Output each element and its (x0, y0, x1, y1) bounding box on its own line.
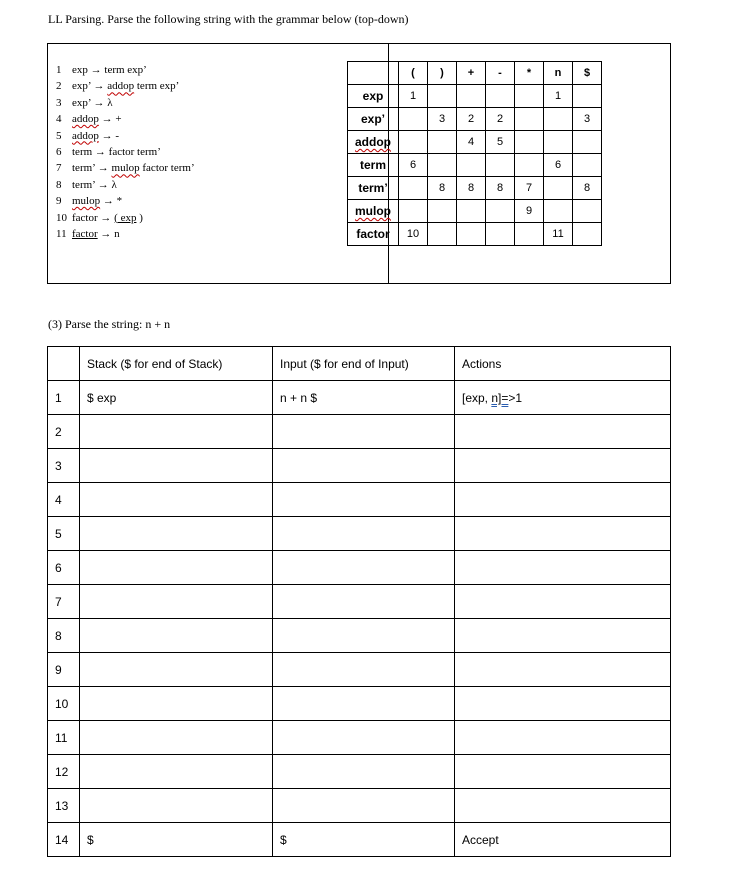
action-text-marked: n]= (491, 390, 509, 405)
ll-cell (573, 154, 602, 177)
ll-nonterminal (348, 85, 399, 108)
ll-cell (573, 223, 602, 246)
rule-number: 1 (56, 64, 62, 76)
parse-row (48, 687, 671, 721)
ll-cell (515, 85, 544, 108)
ll-row (348, 131, 602, 154)
ll-cell: 6 (399, 154, 428, 177)
ll-cell: 5 (486, 131, 515, 154)
rule-text: → n (97, 227, 120, 240)
ll-nonterminal-label: mulop (355, 204, 391, 218)
parse-row (48, 721, 671, 755)
rule-number: 5 (56, 129, 62, 142)
parse-row (48, 449, 671, 483)
stack-cell[interactable] (80, 415, 273, 449)
input-cell[interactable] (273, 483, 455, 517)
ll-terminal-header: ) (428, 62, 457, 85)
ll-cell (515, 131, 544, 154)
grammar-rule (56, 128, 195, 144)
step-number: 6 (48, 551, 80, 585)
parse-row (48, 755, 671, 789)
step-number: 1 (48, 381, 80, 415)
grammar-rule (56, 177, 195, 193)
stack-cell[interactable] (80, 585, 273, 619)
parse-row (48, 653, 671, 687)
page-title: LL Parsing. Parse the following string with the grammar below (top-down) (48, 12, 409, 26)
parse-header-row (48, 347, 671, 381)
parse-row (48, 483, 671, 517)
ll-corner-cell (348, 62, 399, 85)
ll-nonterminal-label: term (359, 158, 386, 172)
rule-text: factor (72, 227, 98, 240)
ll-cell: 8 (573, 177, 602, 200)
stack-cell[interactable]: $ (80, 823, 273, 857)
step-number: 2 (48, 415, 80, 449)
step-number: 5 (48, 517, 80, 551)
ll-cell: 1 (399, 85, 428, 108)
action-cell[interactable] (455, 721, 671, 755)
rule-number: 10 (56, 211, 67, 224)
stack-cell[interactable] (80, 551, 273, 585)
parse-table (47, 346, 671, 857)
ll-nonterminal (348, 223, 399, 246)
rule-text: factor → (72, 211, 115, 224)
ll-cell (486, 154, 515, 177)
rule-text: ( exp (114, 211, 137, 224)
ll-terminal-header: n (544, 62, 573, 85)
ll-cell (399, 177, 428, 200)
ll-nonterminal-label: exp (362, 89, 384, 103)
rule-number: 7 (56, 162, 62, 175)
input-cell[interactable] (273, 449, 455, 483)
ll-cell (515, 223, 544, 246)
stack-cell[interactable] (80, 789, 273, 823)
step-number: 3 (48, 449, 80, 483)
input-cell[interactable] (273, 687, 455, 721)
step-number: 7 (48, 585, 80, 619)
ll-cell (573, 131, 602, 154)
parse-row (48, 823, 671, 857)
grammar-rule (56, 111, 195, 127)
ll-nonterminal-label: addop (355, 135, 391, 149)
ll-row (348, 108, 602, 131)
ll-cell (544, 131, 573, 154)
ll-cell: 8 (428, 177, 457, 200)
ll-cell (428, 154, 457, 177)
step-number: 14 (48, 823, 80, 857)
rule-text: addop (107, 80, 135, 93)
ll-cell: 9 (515, 200, 544, 223)
input-cell[interactable]: n + n $ (273, 381, 455, 415)
ll-nonterminal (348, 200, 399, 223)
ll-cell: 4 (457, 131, 486, 154)
parse-header-stack: Stack ($ for end of Stack) (80, 347, 273, 381)
ll-header-row (348, 62, 602, 85)
ll-cell: 7 (515, 177, 544, 200)
action-cell[interactable] (455, 449, 671, 483)
ll-nonterminal-label: factor (356, 227, 390, 241)
rule-number: 3 (56, 96, 62, 109)
ll-cell: 1 (544, 85, 573, 108)
action-cell[interactable] (455, 687, 671, 721)
rule-text: → * (100, 195, 123, 208)
ll-cell: 3 (573, 108, 602, 131)
action-cell[interactable] (455, 381, 671, 415)
ll-cell (457, 85, 486, 108)
action-cell[interactable] (455, 517, 671, 551)
rule-number: 4 (56, 113, 62, 126)
stack-cell[interactable] (80, 517, 273, 551)
stack-cell[interactable] (80, 619, 273, 653)
stack-cell[interactable]: $ exp (80, 381, 273, 415)
ll-cell (428, 131, 457, 154)
parse-row (48, 517, 671, 551)
grammar-rule (56, 144, 195, 160)
grammar-rule (56, 62, 195, 78)
ll-cell (573, 200, 602, 223)
step-number: 12 (48, 755, 80, 789)
ll-cell (457, 223, 486, 246)
parse-header-actions: Actions (455, 347, 671, 381)
ll-cell (399, 200, 428, 223)
input-cell[interactable]: $ (273, 823, 455, 857)
action-cell[interactable] (455, 483, 671, 517)
ll-nonterminal (348, 131, 399, 154)
ll-cell: 6 (544, 154, 573, 177)
ll-cell (486, 200, 515, 223)
stack-cell[interactable] (80, 721, 273, 755)
ll-cell (428, 200, 457, 223)
grammar-rules (56, 62, 195, 242)
stack-cell[interactable] (80, 449, 273, 483)
rule-number: 2 (56, 80, 62, 93)
grammar-rule (56, 78, 195, 94)
input-cell[interactable] (273, 755, 455, 789)
input-cell[interactable] (273, 619, 455, 653)
ll-cell: 3 (428, 108, 457, 131)
action-cell[interactable] (455, 585, 671, 619)
input-cell[interactable] (273, 551, 455, 585)
rule-text: addop (72, 129, 99, 142)
input-cell[interactable] (273, 585, 455, 619)
rule-number: 11 (56, 227, 67, 240)
ll-nonterminal (348, 154, 399, 177)
ll-cell (428, 85, 457, 108)
ll-nonterminal-label: term’ (358, 181, 388, 195)
ll-row (348, 223, 602, 246)
rule-text: term’ → λ (72, 178, 117, 191)
rule-text: → - (98, 129, 120, 142)
grammar-rule (56, 210, 195, 226)
ll-cell: 8 (486, 177, 515, 200)
ll-cell (544, 200, 573, 223)
step-number: 10 (48, 687, 80, 721)
stack-cell[interactable] (80, 483, 273, 517)
action-cell[interactable] (455, 789, 671, 823)
input-cell[interactable] (273, 721, 455, 755)
parse-header-input: Input ($ for end of Input) (273, 347, 455, 381)
ll-cell (515, 108, 544, 131)
rule-text: exp’ → (72, 80, 108, 93)
ll-cell (457, 154, 486, 177)
rule-text: factor term’ (139, 162, 195, 175)
ll-terminal-header: ( (399, 62, 428, 85)
action-cell[interactable] (455, 755, 671, 789)
grammar-rule (56, 160, 195, 176)
ll-cell (399, 131, 428, 154)
ll-cell (486, 223, 515, 246)
ll-terminal-header: $ (573, 62, 602, 85)
action-cell[interactable] (455, 415, 671, 449)
stack-cell[interactable] (80, 653, 273, 687)
ll-terminal-header: * (515, 62, 544, 85)
stack-cell[interactable] (80, 687, 273, 721)
rule-text: addop (72, 113, 99, 126)
ll-parsing-table (347, 61, 602, 246)
parse-row (48, 789, 671, 823)
stack-cell[interactable] (80, 755, 273, 789)
ll-nonterminal (348, 177, 399, 200)
step-number: 4 (48, 483, 80, 517)
ll-cell: 11 (544, 223, 573, 246)
step-number: 9 (48, 653, 80, 687)
ll-cell (457, 200, 486, 223)
rule-text: term exp’ (134, 80, 180, 93)
grammar-rule (56, 95, 195, 111)
action-text: [exp, (462, 390, 492, 405)
ll-cell: 2 (457, 108, 486, 131)
rule-text: ) (136, 211, 143, 224)
rule-number: 9 (56, 195, 62, 208)
ll-row (348, 85, 602, 108)
parse-row (48, 585, 671, 619)
rule-number: 8 (56, 178, 62, 191)
step-number: 8 (48, 619, 80, 653)
ll-cell (515, 154, 544, 177)
rule-text: term’ → (72, 162, 112, 175)
ll-row (348, 154, 602, 177)
ll-cell (544, 108, 573, 131)
input-cell[interactable] (273, 517, 455, 551)
input-cell[interactable] (273, 415, 455, 449)
action-text-rest: >1 (508, 390, 523, 405)
parse-header-index (48, 347, 80, 381)
rule-text: mulop (72, 195, 101, 208)
grammar-rule (56, 226, 195, 242)
ll-row (348, 177, 602, 200)
rule-number: 6 (56, 145, 62, 158)
ll-cell (486, 85, 515, 108)
ll-nonterminal-label: exp’ (360, 112, 385, 126)
rule-text: mulop (111, 162, 140, 175)
input-cell[interactable] (273, 653, 455, 687)
ll-row (348, 200, 602, 223)
ll-cell (399, 108, 428, 131)
ll-terminal-header: + (457, 62, 486, 85)
parse-row (48, 551, 671, 585)
ll-cell: 2 (486, 108, 515, 131)
ll-cell: 10 (399, 223, 428, 246)
rule-text: term → factor term’ (72, 145, 161, 158)
parse-row (48, 415, 671, 449)
ll-cell (573, 85, 602, 108)
action-cell[interactable] (455, 551, 671, 585)
grammar-rule (56, 193, 195, 209)
ll-cell (544, 177, 573, 200)
step-number: 11 (48, 721, 80, 755)
rule-text: exp’ → λ (72, 96, 113, 109)
parse-row (48, 381, 671, 415)
step-number: 13 (48, 789, 80, 823)
ll-nonterminal (348, 108, 399, 131)
ll-cell (428, 223, 457, 246)
rule-text: → + (98, 113, 122, 126)
action-cell[interactable] (455, 823, 671, 857)
grammar-box (47, 43, 671, 284)
ll-cell: 8 (457, 177, 486, 200)
ll-terminal-header: - (486, 62, 515, 85)
input-cell[interactable] (273, 789, 455, 823)
parse-row (48, 619, 671, 653)
action-cell[interactable] (455, 653, 671, 687)
action-cell[interactable] (455, 619, 671, 653)
action-text: Accept (462, 832, 499, 847)
rule-text: exp → term exp’ (72, 64, 147, 76)
parse-string-label: (3) Parse the string: n + n (48, 317, 171, 331)
